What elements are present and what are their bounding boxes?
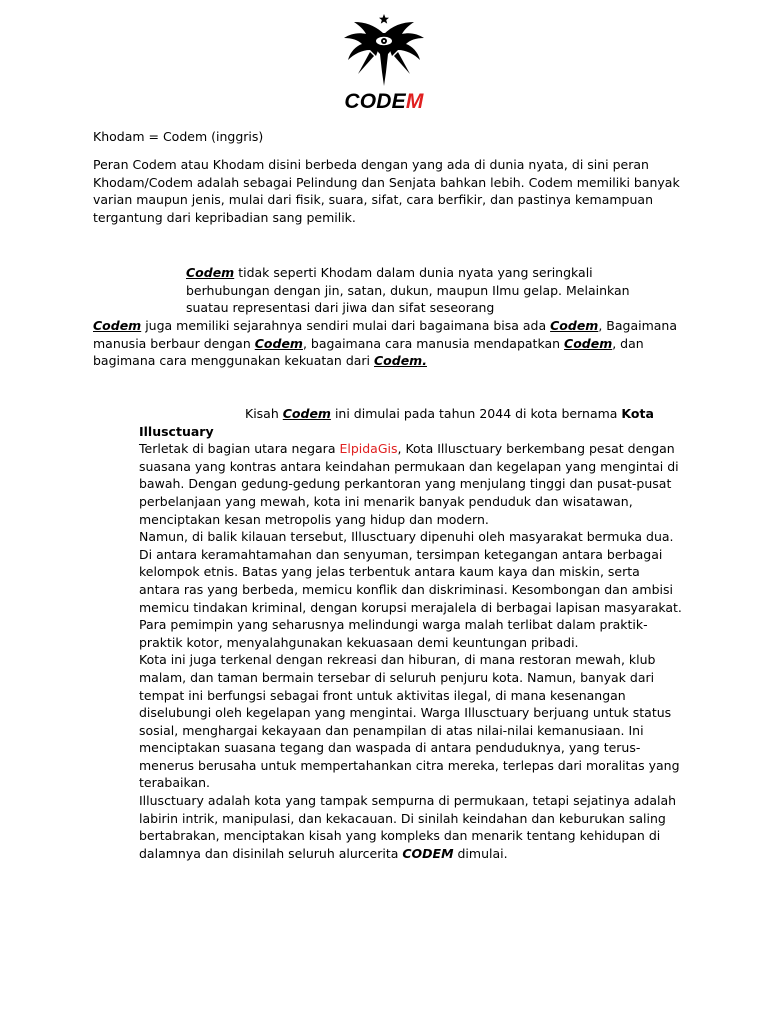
codem-keyword: Codem	[93, 318, 142, 333]
codem-keyword: Codem	[564, 335, 613, 351]
paragraph-text: Illusctuary adalah kota yang tampak sempurna di permukaan, tetapi sejatinya adalah labirin intrik, manipulasi, dan kekacauan. Di sinilah keindahan dan keburukan saling bertabrakan, menciptakan kisah yang kompleks dan menarik tentang kehidupan di dalamnya dan disinilah seluruh alurcerita	[139, 793, 677, 861]
winged-eye-emblem-icon	[340, 12, 428, 88]
city-name: Kota Illusctuary	[139, 406, 654, 439]
codem-keyword: Codem.	[374, 353, 427, 369]
story-section	[139, 405, 684, 862]
definition-line: Khodam = Codem (inggris)	[93, 129, 264, 144]
story-paragraph-location	[139, 440, 684, 528]
story-opening-line	[139, 405, 684, 440]
codem-wordmark	[0, 88, 768, 116]
codem-keyword: Codem	[186, 265, 235, 280]
paragraph-text: , bagaimana cara manusia mendapatkan	[302, 335, 565, 351]
intro-paragraph: Peran Codem atau Khodam disini berbeda dengan yang ada di dunia nyata, di sini peran Khodam/Codem adalah sebagai Pelindung dan Senjata bahkan lebih. Codem memiliki banyak varian maupun jenis, mulai dari fisik, suara, sifat, cara berfikir, dan pastinya kemampuan tergantung dari kepribadian sang pemilik.	[93, 157, 680, 225]
paragraph-text: , Kota Illusctuary berkembang pesat dengan suasana yang kontras antara keindahan permukaan dan kegelapan yang mengintai di bawah. Dengan gedung-gedung perkantoran yang menjulang tinggi dan pusat-pusat perbelanjaan yang mewah, kota ini menarik banyak penduduk dan wisatawan, menciptakan kesan metropolis yang hidup dan modern.	[139, 441, 679, 527]
paragraph-text: Terletak di bagian utara negara	[139, 441, 340, 457]
codem-title-inline: CODEM	[402, 845, 454, 861]
paragraph-text: , Bagaimana manusia berbaur dengan	[93, 318, 678, 351]
paragraph-text: ini dimulai pada tahun 2044 di kota bernama	[330, 406, 622, 421]
story-paragraph-society: Namun, di balik kilauan tersebut, Illusctuary dipenuhi oleh masyarakat bermuka dua. Di antara keramahtamahan dan senyuman, tersimpan ketegangan antara berbagai kelompok etnis. Batas yang jelas terbentuk antara kaum kaya dan miskin, serta antara ras yang berbeda, memicu konflik dan diskriminasi. Kesombongan dan ambisi memicu tindakan kriminal, dengan korupsi merajalela di berbagai lapisan masyarakat. Para pemimpin yang seharusnya melindungi warga malah terlibat dalam praktik-praktik kotor, menyalahgunakan kekuasaan demi keuntungan pribadi.	[139, 529, 682, 650]
paragraph-text: Kisah	[245, 406, 283, 421]
paragraph-text: tidak seperti Khodam dalam dunia nyata yang seringkali berhubungan dengan jin, satan, dukun, maupun Ilmu gelap. Melainkan suatau representasi dari jiwa dan sifat seseorang	[186, 265, 630, 316]
paragraph-text: juga memiliki sejarahnya sendiri mulai dari bagaimana bisa ada	[141, 318, 551, 333]
story-paragraph-entertainment: Kota ini juga terkenal dengan rekreasi dan hiburan, di mana restoran mewah, klub malam, dan taman bermain tersebar di seluruh penjuru kota. Namun, banyak dari tempat ini berfungsi sebagai front untuk aktivitas ilegal, di mana kesenangan diselubungi oleh kegelapan yang mengintai. Warga Illusctuary berjuang untuk status sosial, menghargai kekayaan dan penampilan di atas nilai-nilai kemanusiaan. Ini menciptakan suasana tegang dan waspada di antara penduduknya, yang terus-menerus berusaha untuk mempertahankan citra mereka, terlepas dari moralitas yang terabaikan.	[139, 652, 680, 791]
paragraph-text: dimulai.	[453, 845, 508, 861]
codem-keyword: Codem	[550, 318, 599, 333]
wordmark-black: CODE	[344, 90, 406, 113]
paragraph-text: , dan bagimana cara menggunakan kekuatan dari	[93, 335, 644, 369]
codem-explanation-paragraph	[186, 264, 676, 317]
codem-keyword: Codem	[282, 406, 331, 421]
wordmark-red-letter: M	[405, 90, 424, 113]
country-name: ElpidaGis	[339, 441, 398, 457]
codem-history-paragraph	[93, 317, 683, 370]
story-paragraph-conclusion	[139, 792, 684, 862]
codem-keyword: Codem	[254, 335, 303, 351]
